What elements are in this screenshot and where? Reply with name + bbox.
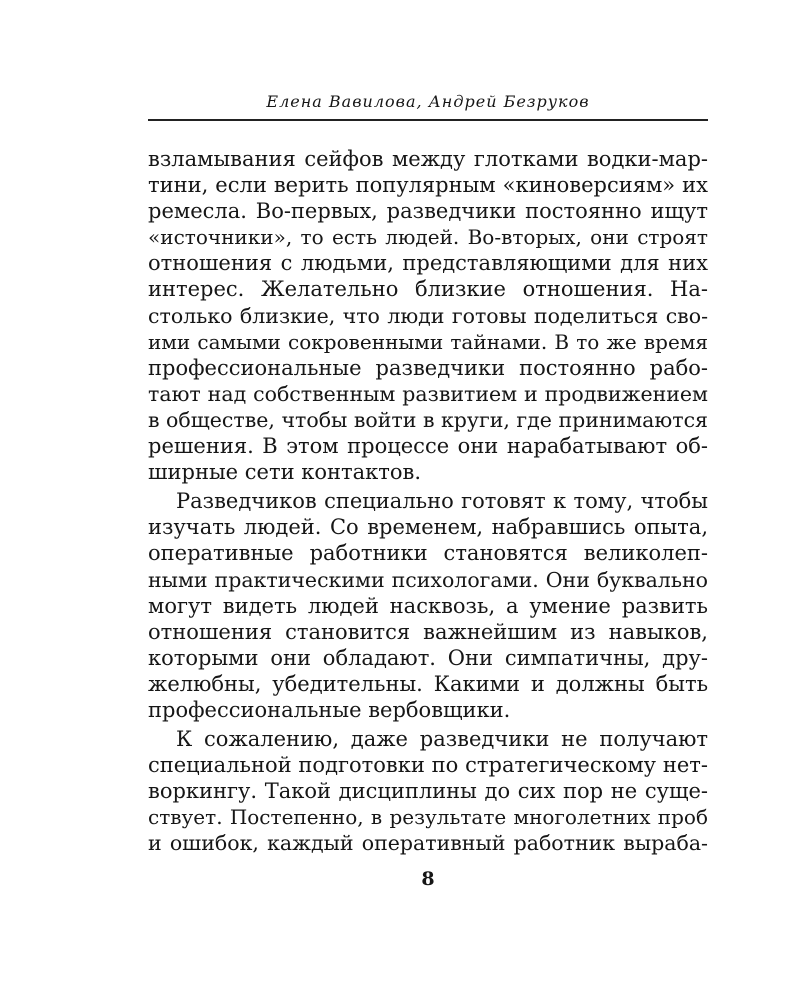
text-line: ширные сети контактов. — [148, 460, 422, 485]
text-line: и ошибок, каждый оперативный работник выраба- — [148, 831, 708, 856]
text-line: ремесла. Во-первых, разведчики постоянно ищут — [148, 199, 708, 224]
text-line: отношения становится важнейшим из навыков, — [148, 619, 708, 644]
text-line: изучать людей. Со временем, набравшись опыта, — [148, 515, 708, 540]
text-line: оперативные работники становятся великолеп- — [148, 541, 708, 566]
text-line: профессиональные разведчики постоянно рабо- — [148, 355, 708, 380]
text-line: Разведчиков специально готовят к тому, чтобы — [176, 489, 708, 514]
header-rule — [148, 119, 708, 121]
text-line: решения. В этом процессе они нарабатывают об- — [148, 434, 708, 459]
page-number: 8 — [421, 868, 435, 890]
text-line: воркингу. Такой дисциплины до сих пор не суще- — [148, 779, 708, 804]
text-line: тают над собственным развитием и продвижением — [148, 381, 708, 406]
text-line: в обществе, чтобы войти в круги, где принимаются — [148, 407, 708, 432]
paragraph-1 — [148, 146, 708, 485]
text-line: К сожалению, даже разведчики не получают — [176, 727, 708, 752]
text-line: столько близкие, что люди готовы поделиться сво- — [148, 303, 708, 328]
text-line: интерес. Желательно близкие отношения. На- — [148, 277, 708, 302]
text-line: ствует. Постепенно, в результате многолетних проб — [148, 805, 708, 830]
text-line: ими самыми сокровенными тайнами. В то же время — [148, 329, 708, 354]
text-line: профессиональные вербовщики. — [148, 697, 511, 722]
text-line: «источники», то есть людей. Во-вторых, они строят — [148, 225, 708, 250]
text-line: специальной подготовки по стратегическому нет- — [148, 753, 708, 778]
text-line: ными практическими психологами. Они буквально — [148, 567, 708, 592]
text-line: могут видеть людей насквозь, а умение развить — [148, 593, 708, 618]
text-line: которыми они обладают. Они симпатичны, дру- — [148, 645, 708, 670]
paragraph-3 — [148, 726, 708, 856]
paragraph-2 — [148, 488, 708, 723]
text-line: желюбны, убедительны. Какими и должны быть — [148, 671, 708, 696]
body-text — [148, 146, 708, 857]
text-line: отношения с людьми, представляющими для них — [148, 251, 708, 276]
running-head-authors: Елена Вавилова, Андрей Безруков — [266, 92, 590, 111]
text-line: взламывания сейфов между глотками водки-мар- — [148, 147, 708, 171]
text-line: тини, если верить популярным «киноверсиям» их — [148, 173, 708, 198]
